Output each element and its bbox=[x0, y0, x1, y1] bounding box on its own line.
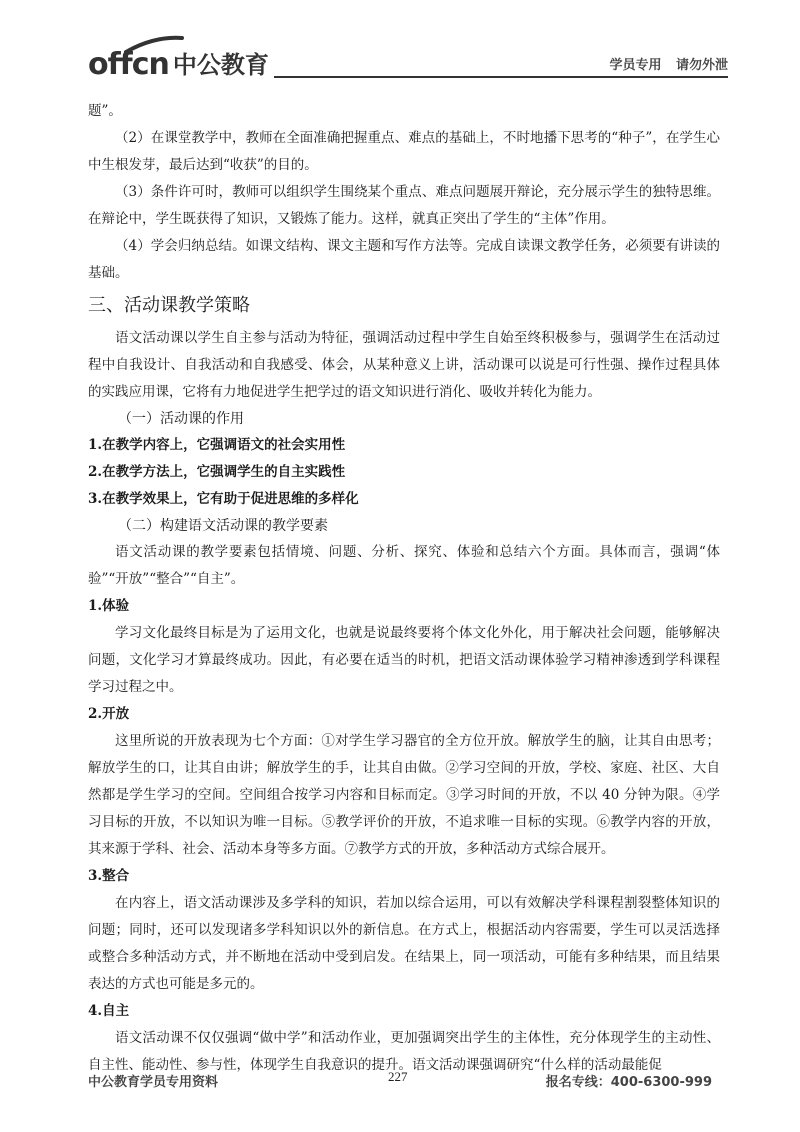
element-title-experience: 1.体验 bbox=[88, 598, 130, 614]
logo-text-en: offcn bbox=[88, 47, 169, 82]
subsection-title-1: （一）活动课的作用 bbox=[118, 411, 244, 427]
element-text-openness: 这里所说的开放表现为七个方面：①对学生学习器官的全方位开放。解放学生的脑，让其自由思考；解放学生的口，让其自由讲；解放学生的手，让其自由做。②学习空间的开放，学校、家庭、社区、大自然都是学生学习的空间。空间组合按学习内容和目标而定。③学习时间的开放，不以 40 分钟为限。④学习目标的开放，不以知识为唯一目标。⑤教学评价的开放，不追求唯一目标的实现。⑥教学内容的开放，其来源于学科、社会、活动本身等多方面。⑦教学方式的开放，多种活动方式综合展开。 bbox=[88, 733, 720, 857]
header-notice: 学员专用 请勿外泄 bbox=[609, 58, 728, 73]
element-title-integration: 3.整合 bbox=[88, 868, 130, 884]
page-footer bbox=[88, 1071, 712, 1091]
page-header bbox=[88, 40, 728, 82]
list-item: 2.在教学方法上，它强调学生的自主实践性 bbox=[88, 464, 346, 480]
element-title-openness: 2.开放 bbox=[88, 706, 130, 722]
paragraph-continued: 题”。 bbox=[88, 103, 122, 119]
paragraph-point-2: （2）在课堂教学中，教师在全面准确把握重点、难点的基础上，不时地播下思考的“种子”，在学生心中生根发芽，最后达到“收获”的目的。 bbox=[88, 130, 720, 173]
paragraph-point-3: （3）条件许可时，教师可以组织学生围绕某个重点、难点问题展开辩论，充分展示学生的独特思维。在辩论中，学生既获得了知识，又锻炼了能力。这样，就真正突出了学生的“主体”作用。 bbox=[88, 184, 720, 227]
page-number: 227 bbox=[388, 1069, 408, 1084]
footer-label: 中公教育学员专用资料 bbox=[88, 1075, 219, 1090]
paragraph-point-4: （4）学会归纳总结。如课文结构、课文主题和写作方法等。完成自读课文教学任务，必须要有讲读的基础。 bbox=[88, 238, 720, 281]
section-intro: 语文活动课以学生自主参与活动为特征，强调活动过程中学生自始至终积极参与，强调学生在活动过程中自我设计、自我活动和自我感受、体会，从某种意义上讲，活动课可以说是可行性强、操作过程具体的实践应用课，它将有力地促进学生把学过的语文知识进行消化、吸收并转化为能力。 bbox=[88, 330, 720, 400]
offcn-logo bbox=[88, 40, 269, 80]
subsection-title-2: （二）构建语文活动课的教学要素 bbox=[118, 518, 328, 534]
page-body bbox=[88, 98, 720, 1079]
element-text-integration: 在内容上，语文活动课涉及多学科的知识，若加以综合运用，可以有效解决学科课程割裂整体知识的问题；同时，还可以发现诸多学科知识以外的新信息。在方式上，根据活动内容需要，学生可以灵活选择或整合多种活动方式，并不断地在活动中受到启发。在结果上，同一项活动，可能有多种结果，而且结果表达的方式也可能是多元的。 bbox=[88, 895, 720, 992]
header-divider bbox=[274, 76, 728, 78]
subsection-intro: 语文活动课的教学要素包括情境、问题、分析、探究、体验和总结六个方面。具体而言，强调“体验”“开放”“整合”“自主”。 bbox=[88, 544, 720, 587]
element-text-autonomy: 语文活动课不仅仅强调“做中学”和活动作业，更加强调突出学生的主体性，充分体现学生的主动性、自主性、能动性、参与性，体现学生自我意识的提升。语文活动课强调研究“什么样的活动最能促 bbox=[88, 1030, 720, 1073]
element-text-experience: 学习文化最终目标是为了运用文化，也就是说最终要将个体文化外化，用于解决社会问题，能够解决问题，文化学习才算最终成功。因此，有必要在适当的时机，把语文活动课体验学习精神渗透到学科课程学习过程之中。 bbox=[88, 625, 720, 695]
logo-text-cn: 中公教育 bbox=[172, 51, 269, 79]
element-title-autonomy: 4.自主 bbox=[88, 1003, 130, 1019]
list-item: 3.在教学效果上，它有助于促进思维的多样化 bbox=[88, 491, 359, 507]
hotline: 报名专线：400-6300-999 bbox=[545, 1075, 712, 1090]
section-title: 三、活动课教学策略 bbox=[88, 295, 250, 316]
list-item: 1.在教学内容上，它强调语文的社会实用性 bbox=[88, 437, 346, 453]
